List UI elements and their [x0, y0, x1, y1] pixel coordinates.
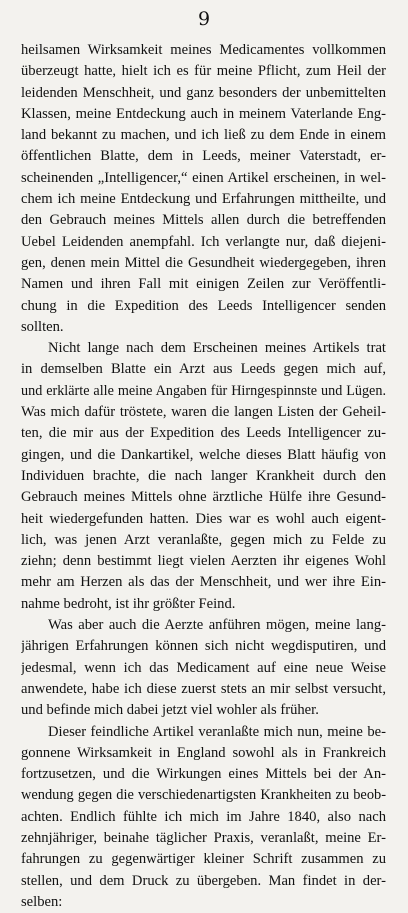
text-line: überzeugt hatte, hielt ich es für meine Pflicht, zum Heil der — [21, 63, 386, 80]
body-text — [21, 40, 386, 913]
text-line: und befinde mich dabei jetzt viel wohler als früher. — [21, 702, 319, 719]
text-line: ten, die mir aus der Expedition des Leeds Intelligencer zu- — [21, 425, 386, 442]
text-line: Nicht lange nach dem Erscheinen meines Artikels trat — [48, 340, 386, 357]
text-line: Uebel Leidenden anempfahl. Ich verlangte nur, daß diejeni- — [21, 233, 386, 250]
text-line: anwendete, habe ich diese zuerst stets an mir selbst versucht, — [21, 680, 386, 697]
page-number: 9 — [197, 8, 211, 30]
text-line: chung in die Expedition des Leeds Intelligencer senden — [21, 297, 386, 314]
text-line: gonnene Wirksamkeit in England sowohl als in Frankreich — [21, 744, 386, 761]
text-line: in demselben Blatte ein Arzt aus Leeds gegen mich auf, — [21, 361, 386, 378]
text-line: stellen, und dem Druck zu übergeben. Man findet in der- — [21, 872, 386, 889]
text-line: Klassen, meine Entdeckung auch in meinem Vaterlande Eng- — [21, 105, 386, 122]
text-line: Individuen brachte, die nach langer Krankheit durch den — [21, 467, 386, 484]
text-line: den Gebrauch meines Mittels allen durch die betreffenden — [21, 212, 386, 229]
text-line: chem ich meine Entdeckung und Erfahrungen mittheilte, und — [21, 191, 386, 208]
text-line: fahrungen zu gegenwärtiger kleiner Schrift zusammen zu — [21, 851, 386, 868]
text-line: Was mich dafür tröstete, waren die langen Listen der Geheil- — [21, 404, 386, 421]
text-line: fortzusetzen, und die Wirkungen eines Mittels bei der An- — [21, 766, 386, 783]
text-line: und erklärte alle meine Angaben für Hirngespinnste und Lügen. — [21, 382, 386, 399]
text-line: land bekannt zu machen, und ich ließ zu dem Ende in einem — [21, 127, 386, 144]
text-line: öffentlichen Blatte, dem in Leeds, meiner Vaterstadt, er- — [21, 148, 386, 165]
text-line: heit wiedergefunden hatten. Dies war es wohl auch eigent- — [21, 510, 386, 527]
text-line: Namen und ihren Fall mit einigen Zeilen zur Veröffentli- — [21, 276, 386, 293]
text-line: heilsamen Wirksamkeit meines Medicamentes vollkommen — [21, 42, 386, 58]
text-line: wendung gegen die verschiedenartigsten Krankheiten zu beob- — [21, 787, 386, 804]
text-line: gen, denen mein Mittel die Gesundheit wiedergegeben, ihren — [21, 254, 386, 271]
text-line: leidenden Menschheit, und ganz besonders der unbemittelten — [21, 84, 386, 101]
text-line: ziehn; denn bestimmt liegt vielen Aerzten ihr eigenes Wohl — [21, 553, 386, 570]
text-line: mehr am Herzen als das der Menschheit, und wer ihre Ein- — [21, 574, 386, 591]
text-line: nahme bedroht, ist ihr größter Feind. — [21, 595, 236, 612]
text-line: Gebrauch meines Mittels ohne ärztliche Hülfe ihre Gesund- — [21, 489, 386, 506]
text-line: sollten. — [21, 318, 64, 335]
text-line: gingen, und die Dankartikel, welche dieses Blatt häufig von — [21, 446, 386, 463]
text-line: selben: — [21, 893, 63, 910]
text-line: zehnjähriger, beinahe täglicher Praxis, veranlaßt, meine Er- — [21, 829, 386, 846]
text-line: jährigen Erfahrungen können sich nicht wegdisputiren, und — [21, 638, 386, 655]
text-line: scheinenden „Intelligencer,“ einen Artikel erscheinen, in wel- — [21, 169, 386, 186]
text-line: lich, was jenen Arzt veranlaßte, gegen mich zu Felde zu — [21, 531, 386, 548]
text-line: jedesmal, wenn ich das Medicament auf eine neue Weise — [21, 659, 386, 676]
text-line: Was aber auch die Aerzte anführen mögen, meine lang- — [48, 617, 386, 634]
text-line: achten. Endlich fühlte ich mich im Jahre 1840, also nach — [21, 808, 386, 825]
text-line: Dieser feindliche Artikel veranlaßte mich nun, meine be- — [48, 723, 386, 740]
